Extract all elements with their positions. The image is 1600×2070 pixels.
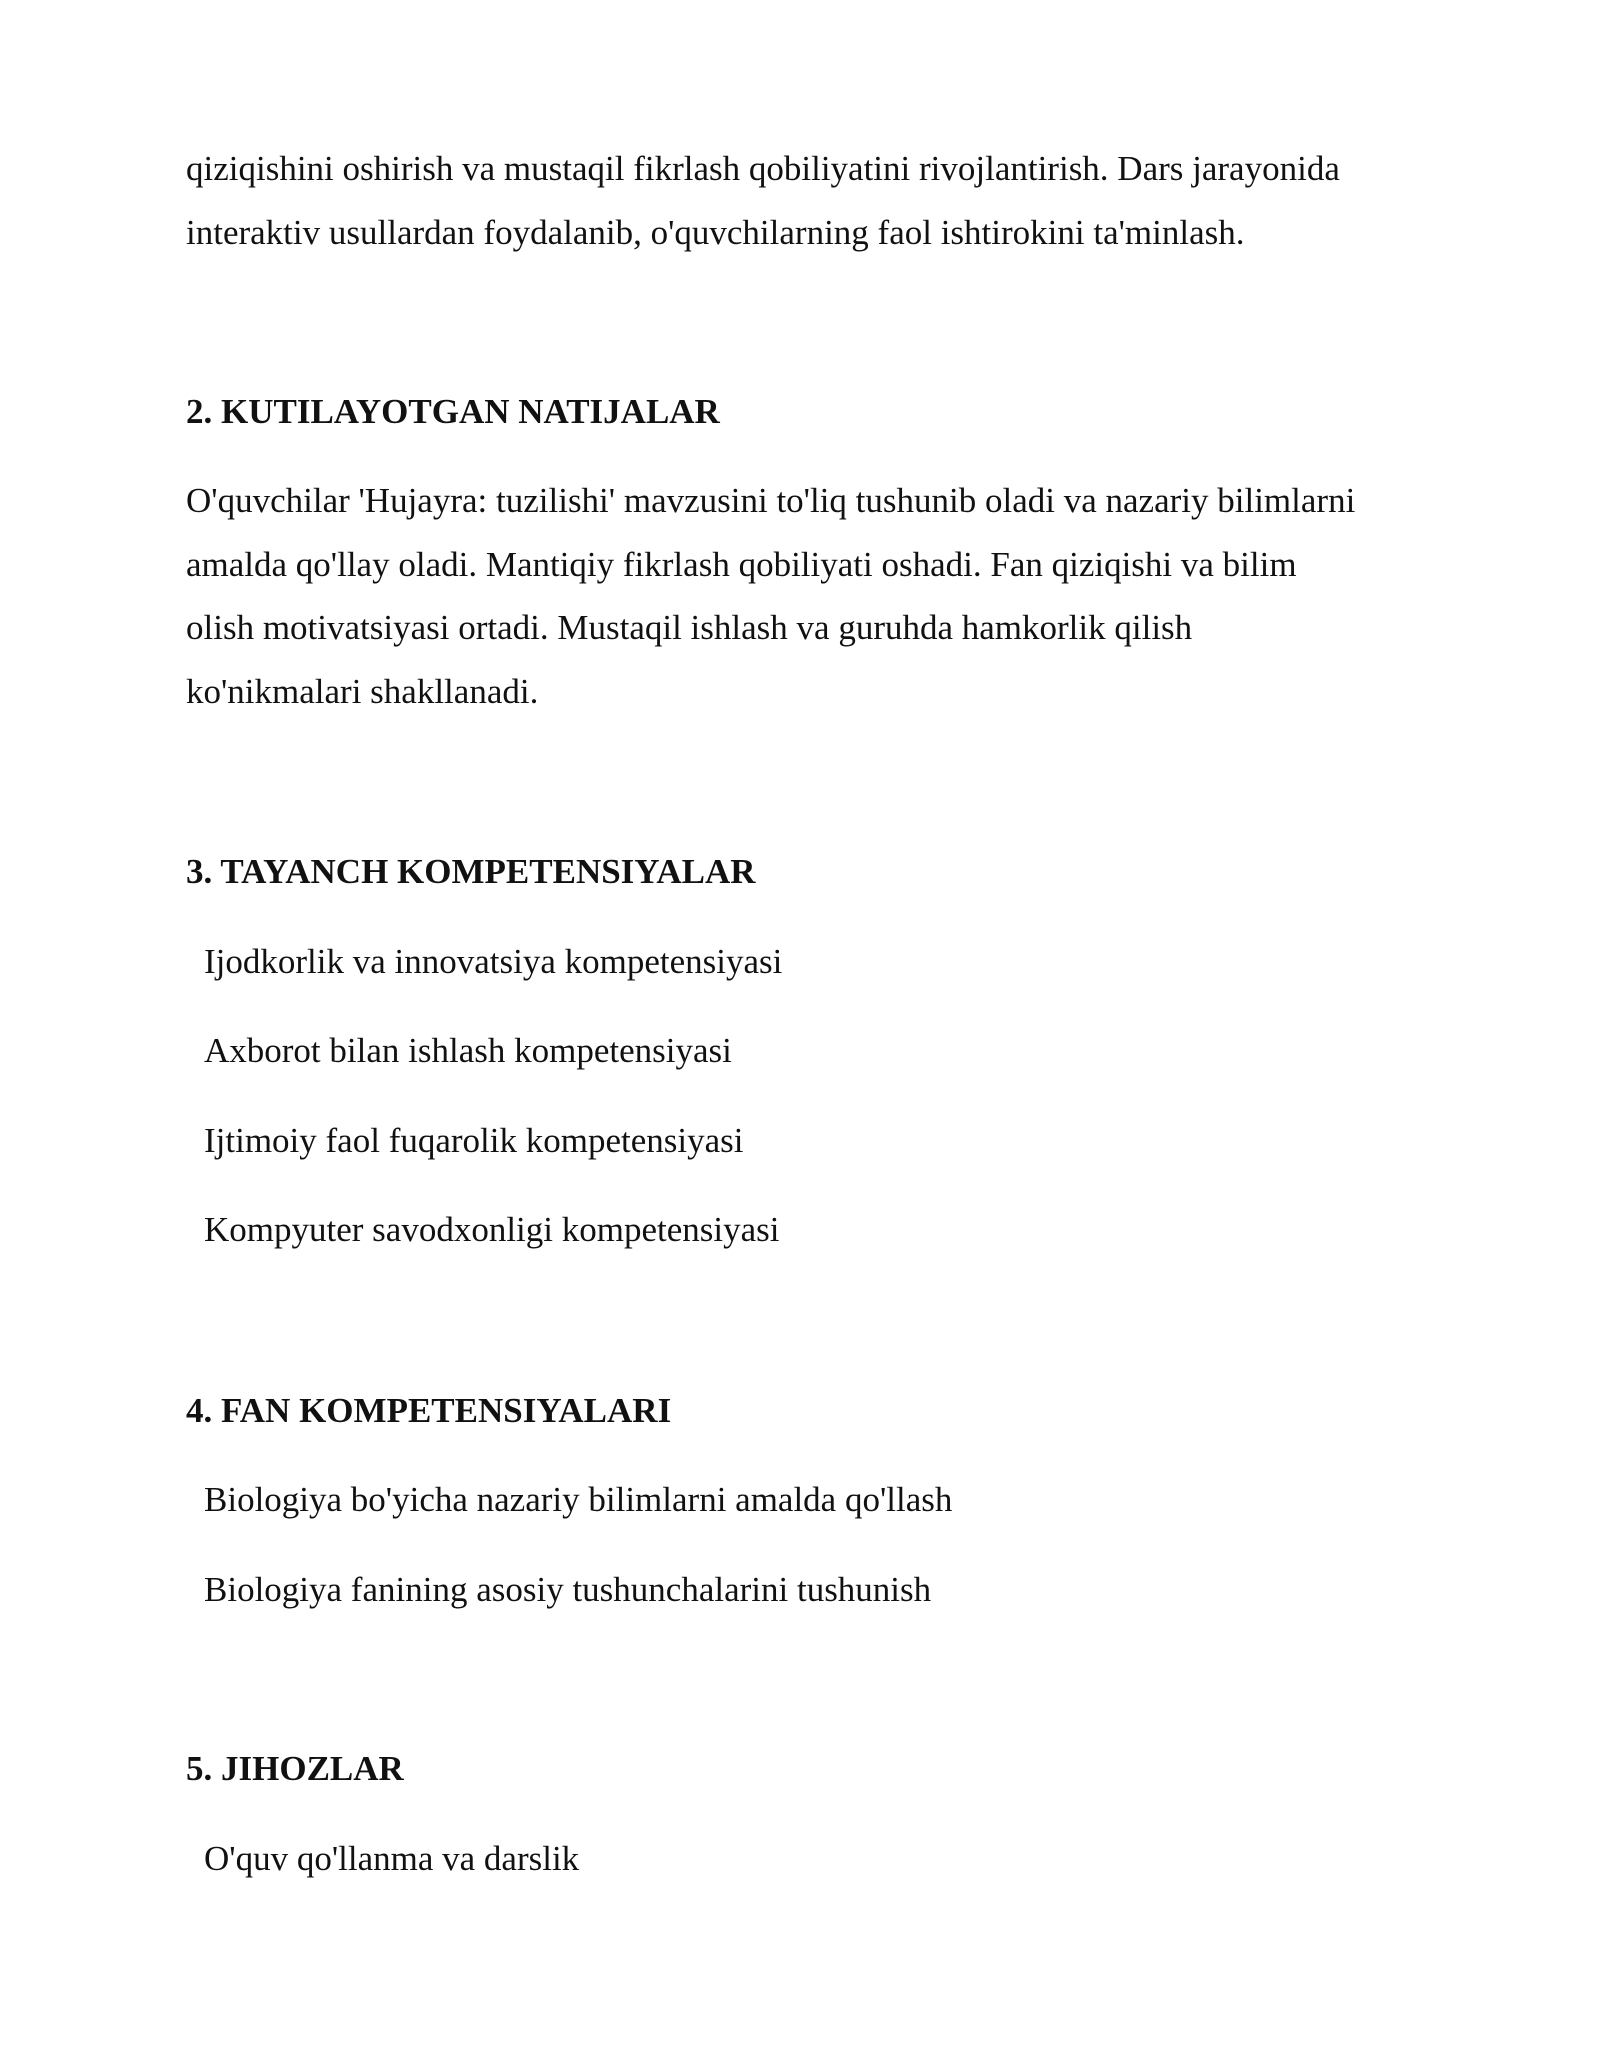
section-2-line-3: olish motivatsiyasi ortadi. Mustaqil ishlash va guruhda hamkorlik qilish — [186, 608, 1193, 647]
section-4-heading: 4. FAN KOMPETENSIYALARI — [186, 1391, 672, 1430]
section-3-list-item: Ijodkorlik va innovatsiya kompetensiyasi — [204, 942, 783, 981]
intro-line-1: qiziqishini oshirish va mustaqil fikrlash qobiliyatini rivojlantirish. Dars jarayonida — [186, 149, 1340, 188]
intro-line-2: interaktiv usullardan foydalanib, o'quvchilarning faol ishtirokini ta'minlash. — [186, 213, 1245, 252]
section-3-list-item: Ijtimoiy faol fuqarolik kompetensiyasi — [204, 1121, 744, 1160]
section-5-list-item: O'quv qo'llanma va darslik — [204, 1839, 580, 1878]
section-5-heading: 5. JIHOZLAR — [186, 1749, 404, 1788]
section-3-heading: 3. TAYANCH KOMPETENSIYALAR — [186, 852, 756, 891]
section-3-list-item: Axborot bilan ishlash kompetensiyasi — [204, 1031, 732, 1070]
section-2-line-4: ko'nikmalari shakllanadi. — [186, 672, 539, 711]
section-2-line-1: O'quvchilar 'Hujayra: tuzilishi' mavzusini to'liq tushunib oladi va nazariy bilimlarni — [186, 481, 1356, 520]
section-4-list-item: Biologiya fanining asosiy tushunchalarini tushunish — [204, 1570, 932, 1609]
section-2-line-2: amalda qo'llay oladi. Mantiqiy fikrlash qobiliyati oshadi. Fan qiziqishi va bilim — [186, 545, 1297, 584]
section-3-list-item: Kompyuter savodxonligi kompetensiyasi — [204, 1210, 780, 1249]
section-2-heading: 2. KUTILAYOTGAN NATIJALAR — [186, 392, 720, 431]
section-4-list-item: Biologiya bo'yicha nazariy bilimlarni amalda qo'llash — [204, 1480, 953, 1519]
